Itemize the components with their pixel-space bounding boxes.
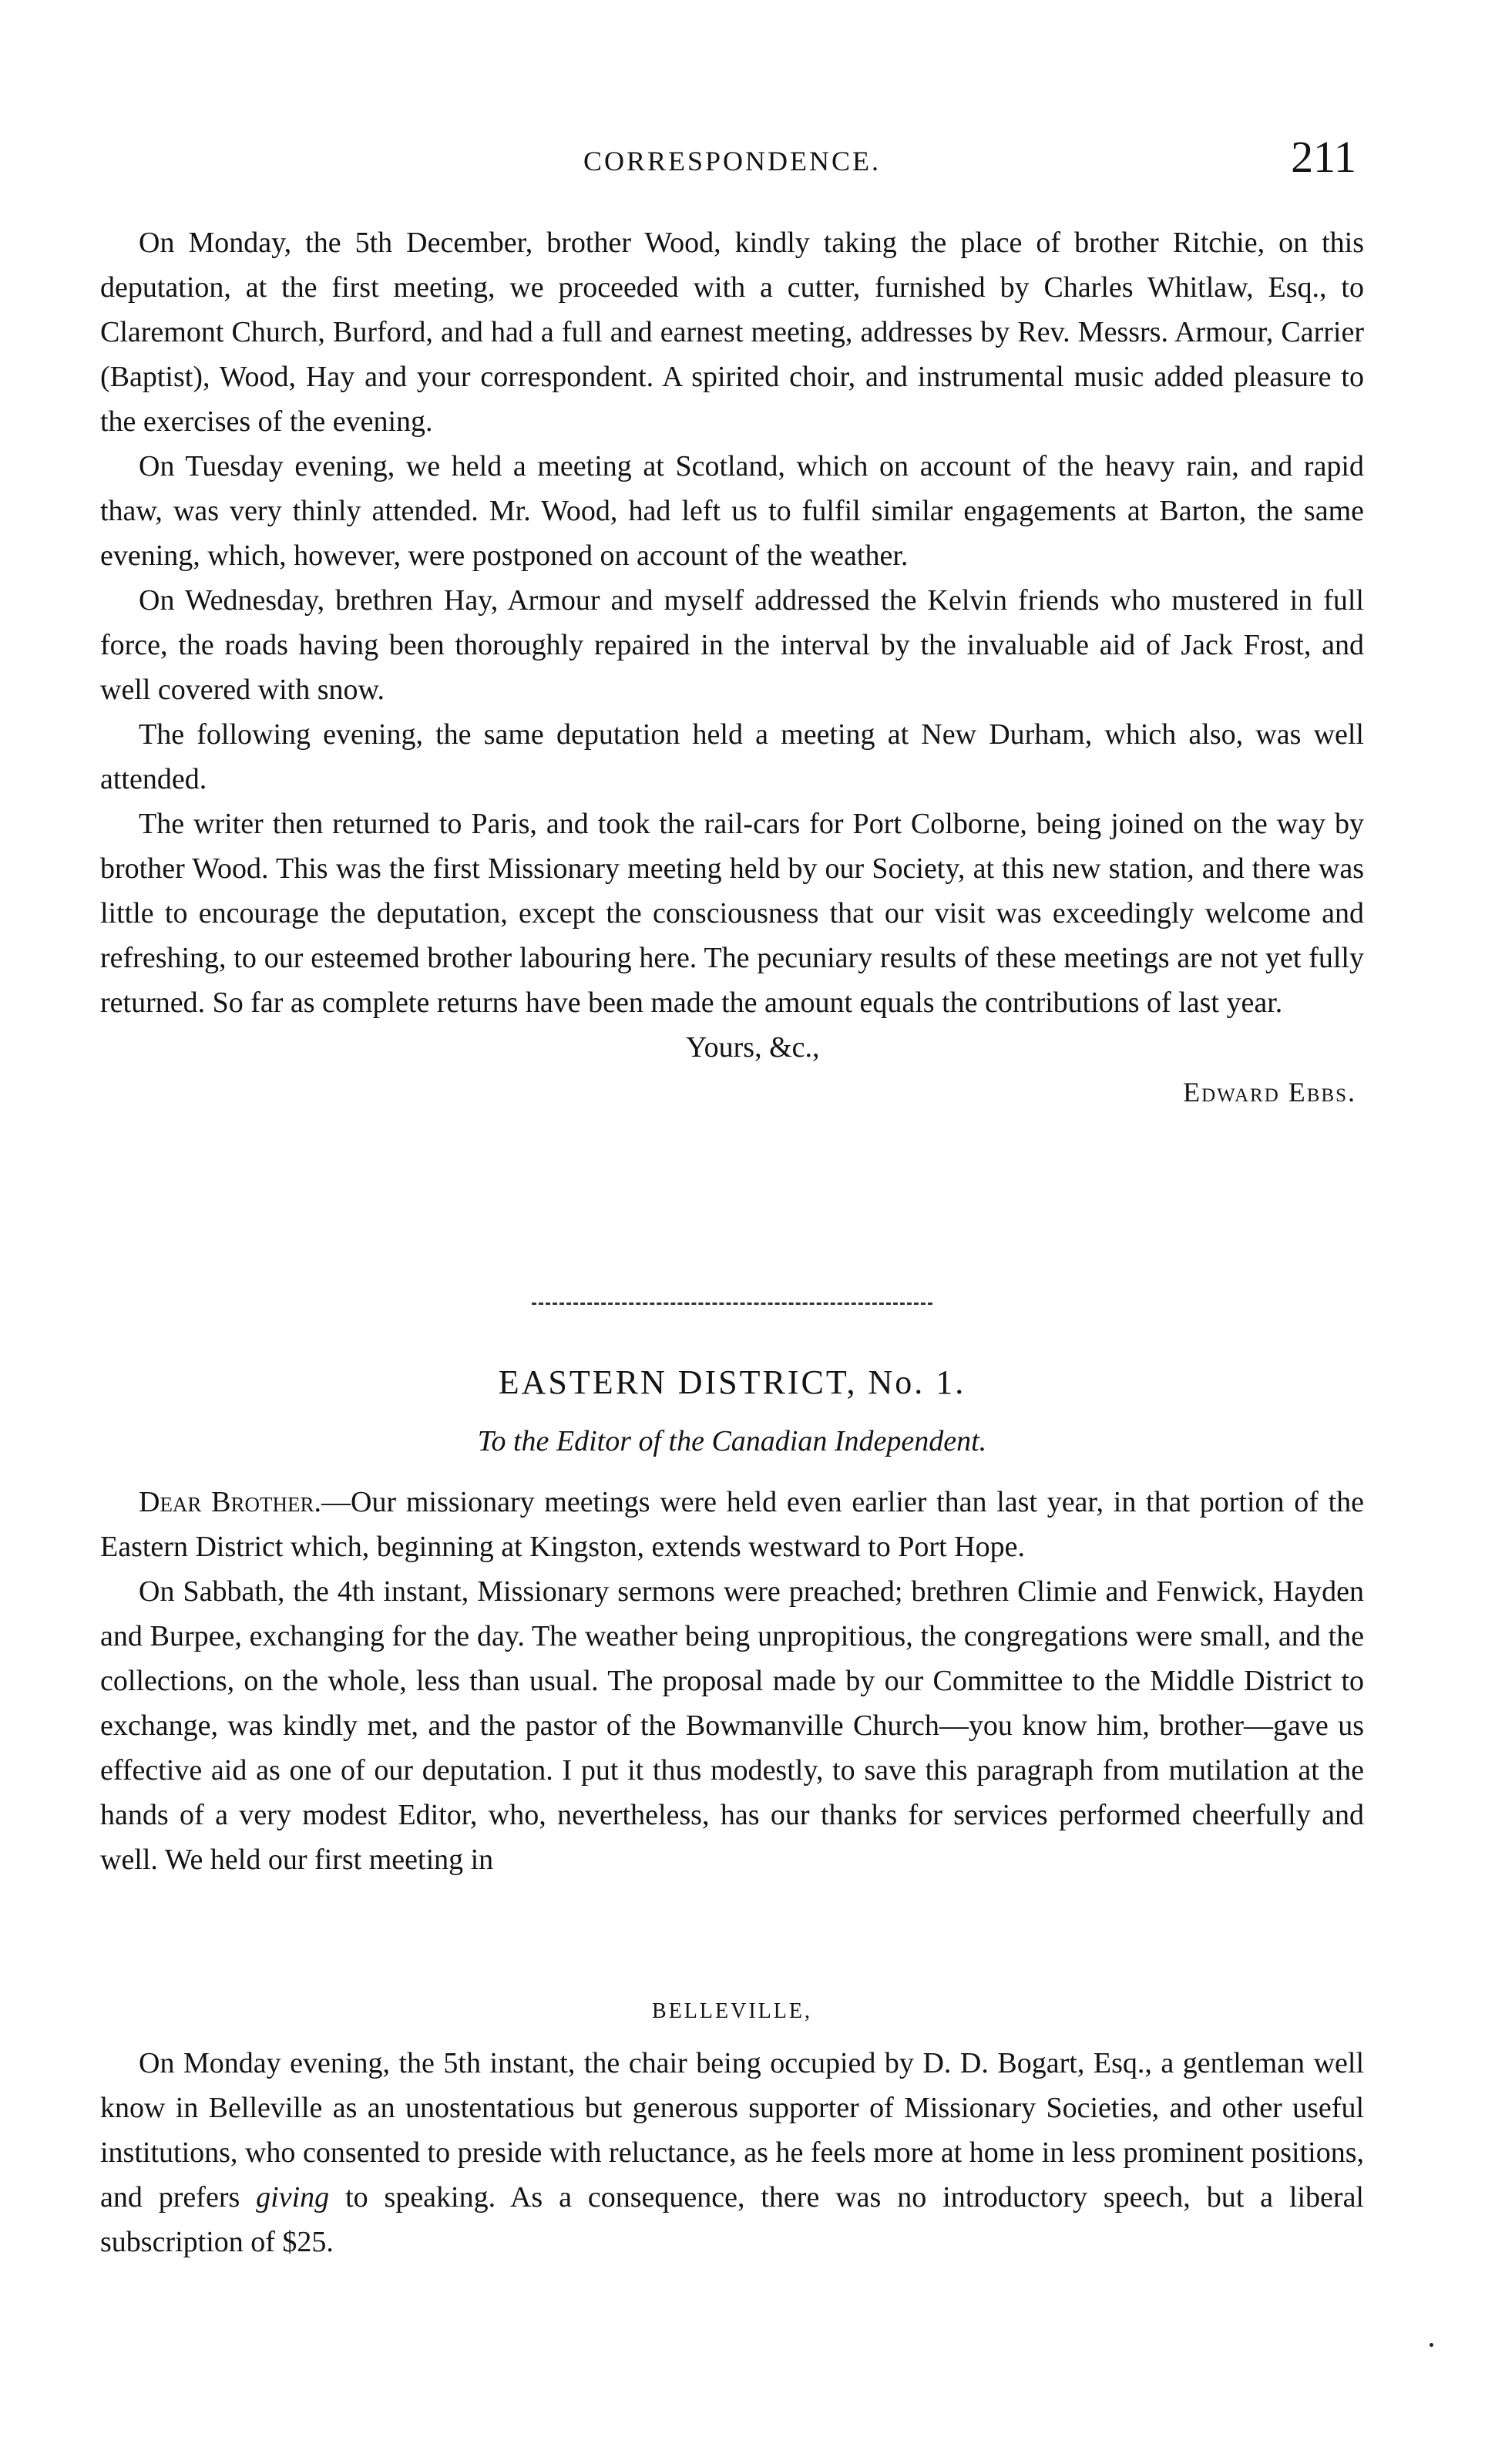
paragraph-text: —Our missionary meetings were held even earlier than last year, in that portion of the Eastern District which, beginning at Kingston, extends westward to Port Hope. <box>100 1486 1365 1563</box>
section-heading: EASTERN DISTRICT, No. 1. <box>498 1363 966 1401</box>
page-number: 211 <box>1291 132 1356 182</box>
letter-body <box>100 220 1364 1114</box>
eastern-district-body <box>100 1480 1364 1882</box>
paragraph <box>100 2041 1364 2264</box>
section-divider <box>532 1303 932 1305</box>
paragraph: On Sabbath, the 4th instant, Missionary sermons were preached; brethren Climie and Fenwick, Hayden and Burpee, exchanging for the day. The weather being unpropitious, the congregations were small, and the collections, on the whole, less than usual. The proposal made by our Committee to the Middle District to exchange, was kindly met, and the pastor of the Bowmanville Church—you know him, brother—gave us effective aid as one of our deputation. I put it thus modestly, to save this paragraph from mutilation at the hands of a very modest Editor, who, nevertheless, has our thanks for services performed cheerfully and well. We held our first meeting in <box>100 1575 1364 1876</box>
letter-closing: Yours, &c., <box>686 1031 820 1064</box>
letter-signature: Edward Ebbs. <box>1183 1077 1356 1108</box>
italic-word: giving <box>256 2181 330 2214</box>
running-head <box>100 131 1364 193</box>
section-subheading: To the Editor of the Canadian Independent. <box>477 1425 987 1457</box>
paragraph: On Wednesday, brethren Hay, Armour and myself addressed the Kelvin friends who mustered in full force, the roads having been thoroughly repaired in the interval by the invaluable aid of Jack Frost, and well covered with snow. <box>100 584 1364 706</box>
paragraph: The writer then returned to Paris, and took the rail-cars for Port Colborne, being joined on the way by brother Wood. This was the first Missionary meeting held by our Society, at this new station, and there was little to encourage the deputation, except the consciousness that our visit was exceedingly welcome and refreshing, to our esteemed brother labouring here. The pecuniary results of these meetings are not yet fully returned. So far as complete returns have been made the amount equals the contributions of last year. <box>100 808 1364 1019</box>
print-speck <box>1430 2343 1433 2347</box>
belleville-body <box>100 2041 1364 2264</box>
paragraph-text: to speaking. As a consequence, there was no introductory speech, but a liberal subscription of $25. <box>100 2181 1364 2258</box>
running-title: CORRESPONDENCE. <box>583 146 882 176</box>
paragraph: The following evening, the same deputation held a meeting at New Durham, which also, was well attended. <box>100 718 1364 795</box>
paragraph <box>100 1480 1364 1569</box>
paragraph-text: On Monday evening, the 5th instant, the chair being occupied by D. D. Bogart, Esq., a gentleman well know in Belleville as an unostentatious but generous supporter of Missionary Societies, and other useful institutions, who consented to preside with reluctance, as he feels more at home in less prominent positions, and prefers <box>100 2047 1364 2214</box>
paragraph: On Tuesday evening, we held a meeting at Scotland, which on account of the heavy rain, and rapid thaw, was very thinly attended. Mr. Wood, had left us to fulfil similar engagements at Barton, the same evening, which, however, were postponed on account of the weather. <box>100 450 1364 572</box>
salutation: Dear Brother. <box>139 1486 322 1518</box>
place-heading: BELLEVILLE, <box>652 1999 812 2023</box>
paragraph: On Monday, the 5th December, brother Wood, kindly taking the place of brother Ritchie, on this deputation, at the first meeting, we proceeded with a cutter, furnished by Charles Whitlaw, Esq., to Claremont Church, Burford, and had a full and earnest meeting, addresses by Rev. Messrs. Armour, Carrier (Baptist), Wood, Hay and your correspondent. A spirited choir, and instrumental music added pleasure to the exercises of the evening. <box>100 227 1364 438</box>
